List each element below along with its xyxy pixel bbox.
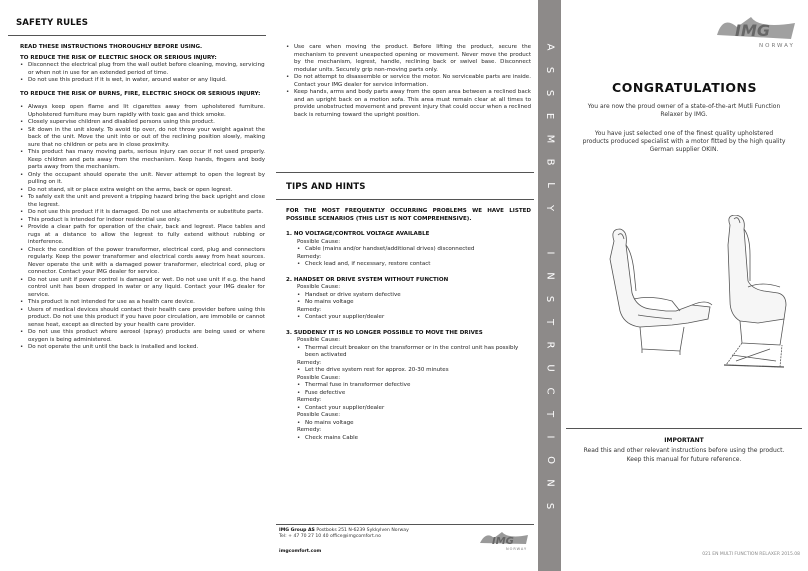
list-item: • Do not stand, sit or place extra weight on the arms, back or open legrest.	[20, 187, 265, 195]
cause-label: Possible Cause:	[297, 374, 341, 381]
list-item: • No mains voltage	[297, 420, 531, 428]
list-item: • Let the drive system rest for approx. 20-30 minutes	[297, 367, 531, 375]
band-letter: S	[544, 66, 556, 74]
list-item: • Always keep open flame and lit cigarettes away from upholstered furniture. Upholstered furniture may burn rapidly with toxic gas and thick smoke.	[20, 104, 265, 119]
band-letter: I	[544, 435, 556, 439]
divider	[566, 428, 802, 429]
band-letter: T	[544, 410, 556, 418]
recliner-chair-left	[610, 229, 712, 355]
problem-3-body	[286, 337, 531, 442]
svg-text:IMG: IMG	[492, 536, 514, 547]
tips-body	[286, 208, 531, 442]
intro-heading: READ THESE INSTRUCTIONS THOROUGHLY BEFORE USING.	[20, 44, 203, 50]
band-letter: E	[544, 112, 556, 119]
band-letter: M	[544, 134, 556, 144]
company-address: Postboks 251 N-6239 Sykkylven Norway	[314, 528, 409, 533]
list-item: • Check the condition of the power transformer, electrical cord, plug and connectors regularly. Keep the power transformer and electrical cords away from heat sources. Never operate the unit with a damaged power transformer, electrical cord, plug or connector. Contact your IMG dealer for service.	[20, 247, 265, 277]
problem-2-title: 2. HANDSET OR DRIVE SYSTEM WITHOUT FUNCTION	[286, 276, 449, 283]
list-item: • Contact your supplier/dealer	[297, 405, 531, 413]
list-item: • To safely exit the unit and prevent a tripping hazard bring the back upright and close the legrest.	[20, 194, 265, 209]
list-item: • Do not operate the unit until the back is installed and locked.	[20, 344, 265, 352]
list-item: • Fuse defective	[297, 390, 531, 398]
list-item: • Do not attempt to disassemble or service the motor. No serviceable parts are inside. Contact your IMG dealer for service information.	[286, 74, 531, 89]
list-item: • Closely supervise children and disabled persons using this product.	[20, 119, 265, 127]
img-norway-logo	[713, 11, 797, 51]
safety-rules-body	[20, 44, 265, 352]
important-title: IMPORTANT	[664, 437, 704, 444]
list-item: • Sit down in the unit slowly. To avoid tip over, do not throw your weight against the back of the unit. Move the unit into or out of the reclining position slowly, making sure that no children or pets are in close proximity.	[20, 127, 265, 150]
moving-care-list	[286, 44, 531, 119]
remedy-label: Remedy:	[297, 359, 322, 366]
list-item: • Do not use this product if it is damaged. Do not use attachments or substitute parts.	[20, 209, 265, 217]
assembly-instructions-band	[538, 0, 561, 571]
remedy-label: Remedy:	[297, 306, 322, 313]
recliner-chairs-illustration	[580, 215, 800, 415]
band-letter: O	[544, 455, 556, 464]
list-item: • Thermal circuit breaker on the transformer or in the control unit has possibly been activated	[297, 345, 531, 360]
list-item: • Cable (mains and/or handset/additional drives) disconnected	[297, 246, 531, 254]
band-letter: C	[544, 387, 556, 395]
burns-fire-heading: TO REDUCE THE RISK OF BURNS, FIRE, ELECTRIC SHOCK OR SERIOUS INJURY:	[20, 90, 261, 97]
band-letter: I	[544, 251, 556, 255]
list-item: • Thermal fuse in transformer defective	[297, 382, 531, 390]
band-letter: N	[544, 479, 556, 487]
list-item: • Only the occupant should operate the unit. Never attempt to open the legrest by pulling on it.	[20, 172, 265, 187]
burns-fire-list	[20, 104, 265, 352]
cause-label: Possible Cause:	[297, 337, 341, 343]
recliner-chair-right	[724, 215, 786, 367]
problem-1-body	[286, 239, 531, 269]
list-item: • This product is intended for indoor residential use only.	[20, 217, 265, 225]
divider	[8, 35, 266, 36]
important-text: Read this and other relevant instructions before using the product. Keep this manual for future reference.	[583, 447, 785, 463]
list-item: • Do not use this product if it is wet, in water, around water or any liquid.	[20, 77, 265, 85]
tips-intro: FOR THE MOST FREQUENTLY OCCURRING PROBLEMS WE HAVE LISTED POSSIBLE SCENARIOS (THIS LIST IS NOT COMPREHENSIVE).	[286, 208, 531, 222]
list-item: • No mains voltage	[297, 299, 531, 307]
list-item: • Do not use unit if power control is damaged or wet. Do not use unit if e.g. the hand control unit has been dropped in water or any liquid. Contact your IMG dealer for service.	[20, 277, 265, 300]
remedy-label: Remedy:	[297, 397, 322, 403]
cause-label: Possible Cause:	[297, 238, 341, 245]
list-item: • Do not use this product where aerosol (spray) products are being used or where oxygen is being administered.	[20, 329, 265, 344]
list-item: • This product is not intended for use as a health care device.	[20, 299, 265, 307]
band-gap	[545, 229, 555, 232]
tips-title: TIPS AND HINTS	[286, 182, 366, 192]
list-item: • Handset or drive system defective	[297, 292, 531, 300]
electric-shock-list	[20, 62, 265, 85]
list-item: • Check mains Cable	[297, 435, 531, 443]
band-letter: T	[544, 319, 556, 326]
band-letter: S	[544, 296, 556, 303]
list-item: • Check lead and, if necessary, restore contact	[297, 261, 531, 269]
band-letter: B	[544, 158, 556, 166]
divider	[276, 172, 534, 173]
list-item: • Users of medical devices should contact their health care provider before using this product. Do not use this product if you have poor circulation, are immobile or cannot sense heat, except as directed by your health care provider.	[20, 307, 265, 330]
quality-text: You have just selected one of the finest quality upholstered products produced specialist with a motor fitted by the high quality German supplier OKIN.	[582, 130, 786, 153]
img-logo-small	[478, 529, 530, 551]
company-contact: Tel: + 47 70 27 10 40 office@imgcomfort.no	[279, 534, 381, 539]
list-item: • Contact your supplier/dealer	[297, 314, 531, 322]
svg-text:NORWAY: NORWAY	[506, 547, 528, 551]
owner-text: You are now the proud owner of a state-of-the-art Mutli Function Relaxer by IMG.	[587, 103, 781, 118]
problem-3-title: 3. SUDDENLY IT IS NO LONGER POSSIBLE TO MOVE THE DRIVES	[286, 329, 483, 336]
band-letter: U	[544, 364, 556, 372]
document-reference: 021 EN MULTI FUNCTION RELAXER 2015.08	[702, 552, 800, 557]
list-item: • Use care when moving the product. Before lifting the product, secure the mechanism to prevent unexpected opening or movement. Never move the product by the mechanism, legrest, handle, reclining back or swivel base. Disconnect modular units. Securely grip non-moving parts only.	[286, 44, 531, 74]
remedy-label: Remedy:	[297, 427, 322, 433]
safety-rules-title: SAFETY RULES	[16, 18, 88, 28]
electric-shock-heading: TO REDUCE THE RISK OF ELECTRIC SHOCK OR SERIOUS INJURY:	[20, 54, 217, 61]
list-item: • Disconnect the electrical plug from the wall outlet before cleaning, moving, servicing or when not in use for an extended period of time.	[20, 62, 265, 77]
band-letter: A	[544, 43, 556, 51]
band-letter: S	[544, 89, 556, 97]
list-item: • This product has many moving parts, serious injury can occur if not used properly. Keep children and pets away from the mechanism. Keep hands, fingers and body parts away from the mechanism.	[20, 149, 265, 172]
cause-label: Possible Cause:	[297, 284, 341, 290]
remedy-label: Remedy:	[297, 253, 322, 260]
band-letter: S	[544, 502, 556, 509]
cause-label: Possible Cause:	[297, 412, 341, 418]
list-item: • Keep hands, arms and body parts away from the open area between a reclined back and an upright back on a motion sofa. This area must remain clear at all times to provide unobstructed movement and prevent injury that could occur when a reclined back is returning toward the upright position.	[286, 89, 531, 119]
band-letter: R	[544, 341, 556, 349]
footer-divider	[276, 524, 534, 525]
divider	[276, 199, 534, 200]
assembly-instructions-vertical-text	[538, 42, 561, 511]
list-item: • Provide a clear path for operation of the chair, back and legrest. Place tables and rugs at a distance to allow the legrest to fully extend without rubbing or interference.	[20, 224, 265, 247]
band-letter: L	[544, 181, 556, 188]
problem-2-body	[286, 284, 531, 322]
company-website[interactable]: imgcomfort.com	[279, 549, 322, 554]
problem-1-title: 1. NO VOLTAGE/CONTROL VOLTAGE AVAILABLE	[286, 231, 430, 237]
band-letter: N	[544, 272, 556, 281]
svg-text:IMG: IMG	[735, 21, 771, 40]
congratulations-title: CONGRATULATIONS	[612, 80, 757, 95]
svg-text:NORWAY: NORWAY	[759, 43, 795, 49]
company-name: IMG Group AS	[279, 528, 315, 533]
band-letter: Y	[544, 204, 556, 211]
